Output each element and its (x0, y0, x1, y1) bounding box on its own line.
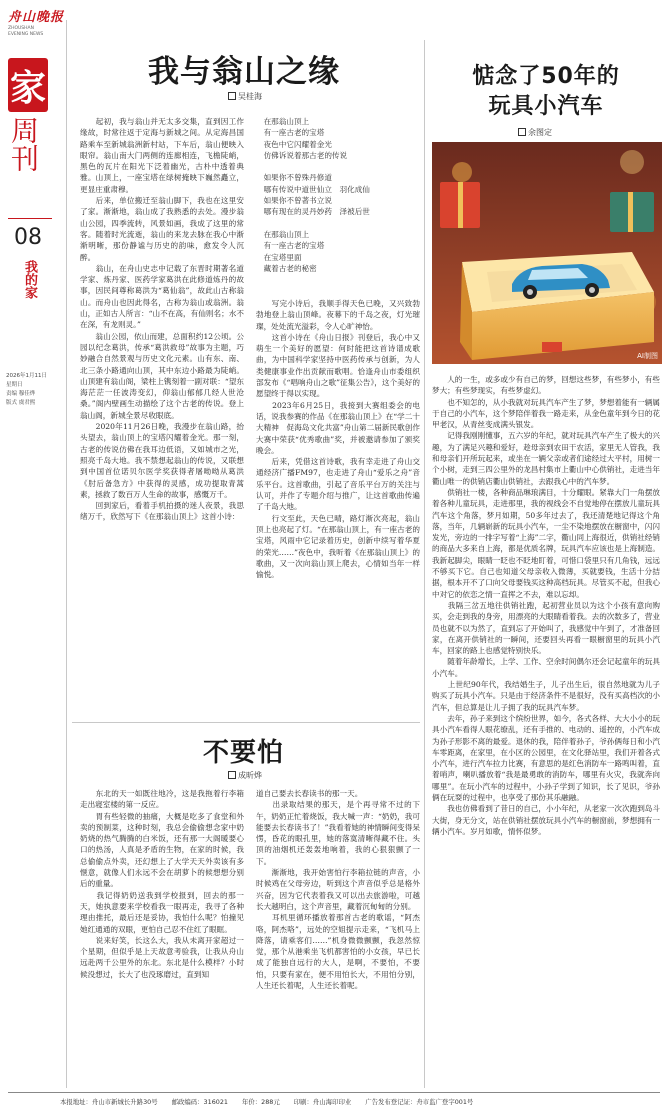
article1-author: 吴桂海 (238, 92, 262, 101)
footer-price: 年价：288元 (241, 1098, 280, 1106)
byline-box-icon (228, 771, 236, 779)
page-number: 08 (14, 225, 42, 250)
paper-name: 舟山晚报 (8, 10, 65, 25)
article3-title-line1: 惦念了50年的 (472, 64, 620, 89)
footer-printer: 印刷：舟山海印印业 (293, 1098, 352, 1106)
paper-name-en: ZHOUSHAN EVENING NEWS (8, 26, 44, 37)
designer-credit: 版式 虞君熙 (6, 400, 36, 406)
byline-box-icon (228, 92, 236, 100)
section-sub: 周刊 (7, 116, 40, 172)
issue-date: 2026年1月11日 (6, 373, 47, 379)
article3-title (436, 62, 656, 122)
column-separator (424, 40, 425, 1088)
article1-byline (228, 91, 262, 102)
masthead-rule (8, 218, 52, 219)
article2-title: 不要怕 (203, 738, 285, 768)
article3-author: 余图定 (528, 128, 552, 137)
masthead-logo (8, 6, 78, 38)
section-label: 我的家 (22, 260, 37, 299)
section-badge (8, 58, 48, 112)
article2-author: 成昕烨 (238, 771, 262, 780)
image-credit: AI制图 (637, 352, 658, 360)
article1-col2: 写完小诗后，我顺手得天色已晚，又兴致勃勃地登上翁山顶峰。夜幕下的千岛之夜，灯光璀璨，处处流光溢彩，令人心旷神怡。 这首小诗在《舟山日报》刊登后，我心中又萌生一个美好的愿望：何时能把这首诗谱成歌曲，为中国科学家坚持中医药传承与创新，为人类健康事业作出贡献而歌唱。恰逢舟山市委组织部发布《“唱响舟山之歌”征集公告》，这个美好的愿望终于得以实现。 2023年6月25日，我接到大赛组委会的电话，说我参赛的作品《在那翁山顶上》在“学二十大精神 促海岛文化共富”舟山第二届新民歌创作大赛中荣获“优秀歌曲”奖，并被邀请参加了颁奖晚会。 后来，凭借这首诗歌，我有幸走进了舟山交通经济广播FM97，也走进了舟山“爱乐之舟”音乐平台。这首歌曲，引起了音乐平台万的关注与认可，并作了专题介绍与推广，让这首歌曲传遍了千岛大地。 行文至此，天色已晴，路灯渐次亮起，翁山顶上也亮起了灯。“在那翁山顶上，有一座古老的宝塔，风雨中它记录着历史，创新中续写着华夏的荣光……”夜色中，我听着《在那翁山顶上》的歌曲，又一次向翁山顶上爬去，心情如当年一样愉悦。 (256, 299, 420, 580)
article1-poem: 在那翁山顶上 有一座古老的宝塔 夜色中它闪耀着金光 仿佛诉说着那古老的传说 如果你不曾殊丹修道 哪有传说中道世仙立 羽化成仙 如果你不曾著书立说 哪有现在的灵丹妙药 泽被后世 在那翁山顶上 有一座古老的宝塔 在宝塔里面 藏着古老的秘密 (263, 117, 370, 273)
toy-car-illustration (432, 142, 662, 364)
footer-postcode: 邮政编码：316021 (171, 1098, 228, 1106)
footer-license: 广告发布登记证：舟市监广登字001号 (365, 1098, 474, 1106)
footer-address: 本报地址：舟山市新城长升路30号 (60, 1098, 158, 1106)
footer-rule (8, 1092, 660, 1093)
article1-col1: 起初，我与翁山并无太多交集，直到因工作缘故，时常往返于定海与新城之间。从定海昌国路乘车至新城翁洲新村站，下车后，翁山便映入眼帘。翁山南大门两侧的连廊相连，飞檐陡峭，黑色的瓦片在阳光下泛着幽光，古朴中透着典雅。山顶上，一座宝塔在绿树掩映下巍然矗立，更显庄重肃穆。 后来，单位搬迁至翁山脚下，我也在这里安了家。渐渐地，翁山成了我熟悉的去处。漫步翁山公园，四季流转，风景如画，我成了这里的常客。随着时光流逝，翁山的来龙去脉在我心中渐渐明晰，那份静谧与历史的韵味，愈发令人沉醉。 翁山，在舟山史志中记载了东晋时期著名道学家、炼丹家、医药学家葛洪在此修道炼丹的故事，因民间尊称葛洪为“葛仙翁”，故此山古称翁山。而舟山也因此得名，古称为翁山或翁洲。翁山，正如古人所言：“山不在高，有仙则名；水不在深，有龙则灵。” 翁山公园，依山而建，总面积约12公顷。公园以纪念葛洪，传承“葛洪救母”故事为主题，巧妙融合自然景观与历史文化元素。山有东、南、北三条小路通向山顶，其中东边小路最为陡峭。山顶建有翁山阁，梁柱上镌刻着一副对联：“望东海茫茫一任波涛变幻，仰翁山郁郁几经人世沧桑。”阁内壁画生动描绘了这个古老的传说。登上翁山阁，新城全景尽收眼底。 2020年11月26日晚，我漫步在翁山路，抬头望去，翁山顶上的宝塔闪耀着金光。那一刻，古老的传说仿佛在我耳边低语，又如城市之光，照亮千岛大地。我不禁想起翁山的传说，又联想到中国首位诺贝尔医学奖获得者屠呦呦从葛洪《肘后备急方》中获得的灵感，成功提取青蒿素，拯救了数百万人生命的故事，感慨万千。 回到家后，看着手机拍摄的迷人夜景，我思绪万千，欣然写下《在那翁山顶上》这首小诗： (80, 117, 244, 522)
section-big-char: 家 (9, 67, 46, 109)
article3-title-line2: 玩具小汽车 (488, 94, 604, 119)
article3-byline (518, 127, 552, 138)
article2-byline (228, 770, 262, 781)
article1-title: 我与翁山之缘 (148, 54, 340, 90)
editor-credit: 责编 穆佳烨 (6, 391, 36, 397)
article3-body: 人的一生，或多或少有自己的梦，回想这些梦，有些梦小，有些梦大；有些梦现实，有些梦虚幻。 也不知怎的，从小我就对玩具汽车产生了梦，梦想着能有一辆属于自己的小汽车，这个梦陪伴着我一路走来，从金色童年到今日的花甲老汉，从青丝变成满头银发。 记得我刚刚懂事，五六岁的年纪，就对玩具汽车产生了极大的兴趣，为了满足兴趣和爱好，趁母亲到农田干农活，家里无人管我，我和母亲们开所玩起来，或坐在一辆父亲或者们途经过大平村，用树一个小树，走到三四公里外的龙昌村集市上衢山中心供销社，走进当年衢山唯一的供销店衢山供销社，去跟我心中的汽车梦。 供销社一楼，各种商品琳琅满目，十分耀眼。紧靠大门一角摆放着各种儿童玩具，走进那里，我的视线会不自觉地停在摆放儿童玩具汽车这个角落，梦月如期，50多年过去了，我还清楚地记得这个角落，当年，几辆崭新的玩具小汽车，一尘不染地摆放在橱窗中，闪闪发光，旁边的一排字写着“上海”二字，衢山同上海很近，供销社经销的商品大多来自上海，都是优质名牌，玩具汽车应该也是上海制造。我新起脚尖，眼睛一眨也不眨地盯着，可惜口袋里只有几角钱，远远不够买下它。自己也知道父母亲收入微薄，买就要钱，生活十分拮据，根本开不了口向父母要钱买这种高档玩具。尽管买不起，但我心中对它的依恋之情一直挥之不去，难以忘却。 我隔三岔五地往供销社跑，起初营业员以为这个小孩有意向购买，会走到我的身旁，用漂亮的大眼睛看着我。去的次数多了，营业员也就不以为然了，直到忘了开始叫了，我感觉中午到了，才准备回家，在离开供销社的一瞬间，还要回头再看一眼橱窗里的玩具小汽车，回家的路上也感觉特别快乐。 随着年龄增长，上学、工作、空余时间偶尔还会记起童年的玩具小汽车。 上世纪90年代，我结婚生子，儿子出生后，很自然地就为儿子购买了玩具小汽车。只是由于经济条件不是很好，没有买高档次的小汽车，但总算是让儿子拥了我的玩具汽车梦。 去年，孙子来到这个缤纷世界，如今，各式各样、大大小小的玩具小汽车看得人眼花缭乱，还有手推的、电动的、遥控的，小汽车成为孙子形影不离的最爱。退休的我，陪伴着孙子，爷孙俩每日和小汽车零距离，在家里，在小区的公园里，在文化驿站里，我们开着各式小汽车，进行汽车拉力比赛，有意思的是红色消防车一路鸣叫着，直着哨声，喇叭播放着“我是最勇敢的消防车，哪里有火灾，我就奔向哪里”。在玩小汽车的过程中，小孙子学到了知识，长了见识，爷孙俩在玩耍的过程中，也享受了那份其乐融融。 我也仿佛看到了昔日的自己，小小年纪，从老家一次次跑到岛斗大街，身无分文，站在供销社摆放玩具小汽车的橱窗前，梦想拥有一辆小汽车。岁月如歌，情怀似梦。 (432, 375, 660, 836)
issue-info (6, 372, 60, 408)
masthead-separator (66, 20, 67, 1088)
article2-col2: 道自己要去长春读书的那一天。 出录取结果的那天，是个再寻常不过的下午，奶奶正忙着烧饭，我大喊一声：“奶奶，我可能要去长春读书了！”我看着她的神情瞬间变得呆愣，昏花的眼孔里，她的落寞清晰得藏不住。头顶的油烟机还轰轰地响着，我的心狠狠颤了一下。 渐渐地，我开始害怕行李箱拉链的声音，小时候鸡在父母旁边，听到这个声音似乎总是格外兴奋，因为它代表着我又可以出去旅游啦，可越长大越明白，这个声音里，藏着沉甸甸的分别。 耳机里循环播放着那首古老的歌谣，“阿杰咯，阿杰咯”，远处的空姐提示走来，“飞机马上降落，请乘客们……”机身微微颤颤，我忽然惊觉，那个从港乘坐飞机都害怕的小女孩，早已长成了能独自远行的大人，是啊，不要怕，不要怕，只要有家在，便不用怕长大，不用怕分别，人生还长着呢，人生还长着呢。 (256, 789, 420, 991)
article2-col1: 东北的天一如既往地冷，这是我拖着行李箱走出寝室楼的第一反应。 胃有些轻微的抽痛，大概是吃多了食堂和外卖的预制菜，这种时刻，我总会偷偷想念家中奶奶烧的热气腾腾的白米饭，还有那一大阁暖要心口的热汤，人真是矛盾的生物，在家的时候，我总偷偷点外卖，还幻想上了大学天天外卖该有多惬意，就像人们永远不会在胡萝卜的候想想分别后的重量。 我记得奶奶送我到学校报到，回去的那一天，她执意要来学校看我一眼再走，我寻了各种理由推托，最后还是妥协，我怕什么呢？怕撞见她红通通的双眼，更怕自己忍不住红了眼眶。 说来好笑，长这么大，我从未离开家超过一个星期，但似乎是上天故意考验我，让我从舟山远赴两千公里外的东北。东北是什么模样？小时候没想过，长大了也没琢磨过，直到知 (80, 789, 244, 979)
toy-car-gift-box-image (432, 142, 662, 364)
footer (60, 1097, 660, 1106)
issue-weekday: 星期日 (6, 382, 23, 388)
byline-box-icon (518, 128, 526, 136)
article1-bottom-rule (72, 722, 420, 723)
